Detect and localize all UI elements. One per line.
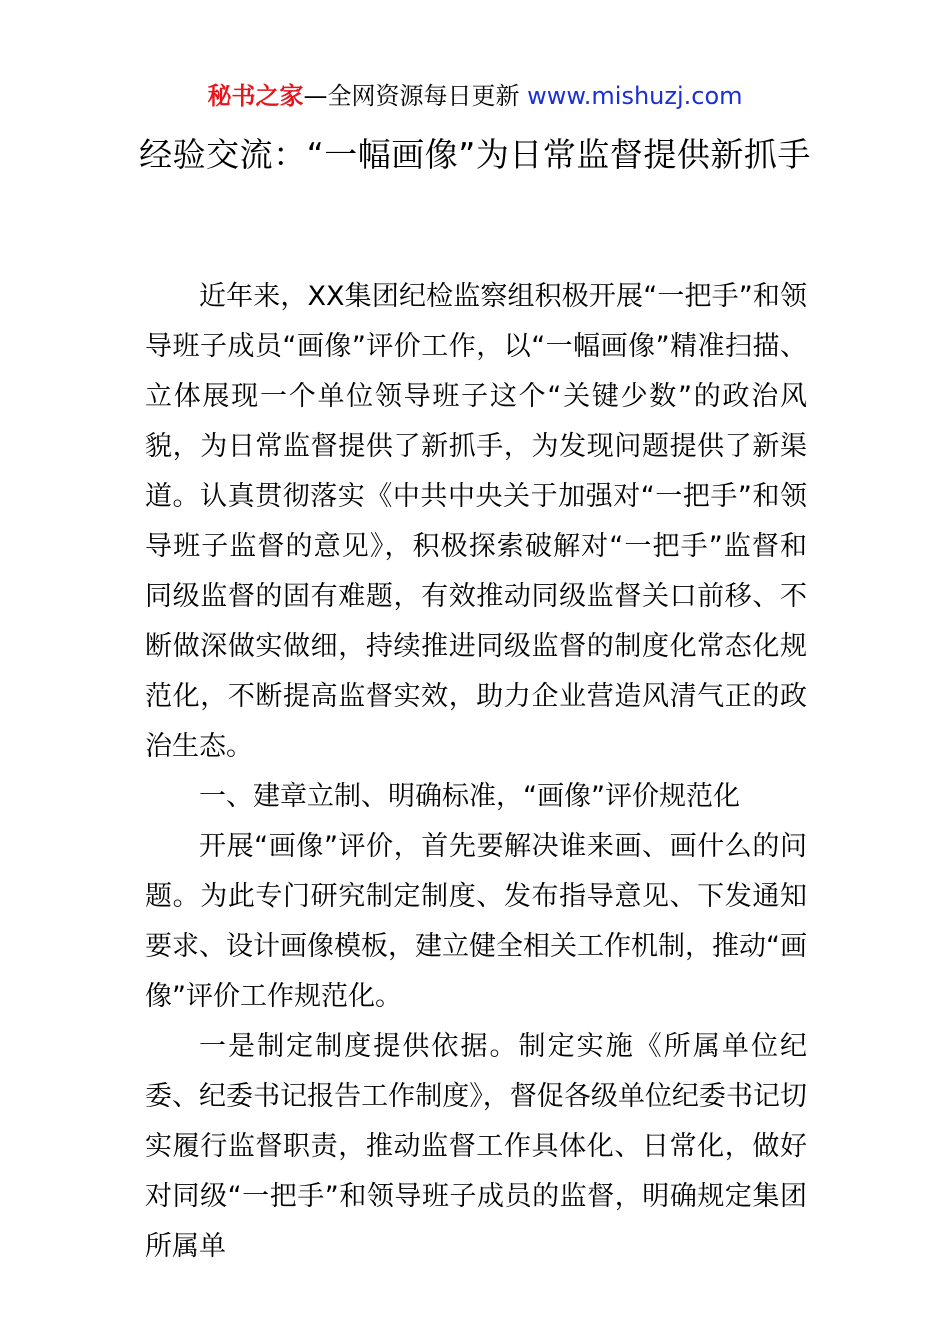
paragraph-intro: 近年来，XX集团纪检监察组积极开展“一把手”和领导班子成员“画像”评价工作，以“一幅画像”精准扫描、立体展现一个单位领导班子这个“关键少数”的政治风貌，为日常监督提供了新抓手，为发现问题提供了新渠道。认真贯彻落实《中共中央关于加强对“一把手”和领导班子监督的意见》，积极探索破解对“一把手”监督和同级监督的固有难题，有效推动同级监督关口前移、不断做深做实做细，持续推进同级监督的制度化常态化规范化，不断提高监督实效，助力企业营造风清气正的政治生态。 <box>145 281 807 762</box>
section-heading-1: 一、建章立制、明确标准，“画像”评价规范化 <box>199 781 740 812</box>
site-url[interactable]: www.mishuzj.com <box>527 82 743 110</box>
paragraph-point-1: 一是制定制度提供依据。制定实施《所属单位纪委、纪委书记报告工作制度》，督促各级单位纪委书记切实履行监督职责，推动监督工作具体化、日常化，做好对同级“一把手”和领导班子成员的监督，明确规定集团所属单 <box>145 1031 807 1262</box>
header-tagline: —全网资源每日更新 <box>303 82 528 110</box>
site-header <box>0 80 950 112</box>
document-title: 经验交流：“一幅画像”为日常监督提供新抓手 <box>139 135 811 174</box>
brand-name: 秘书之家 <box>207 82 304 110</box>
document-body <box>145 272 807 1272</box>
paragraph-section-1: 开展“画像”评价，首先要解决谁来画、画什么的问题。为此专门研究制定制度、发布指导意见、下发通知要求、设计画像模板，建立健全相关工作机制，推动“画像”评价工作规范化。 <box>145 831 807 1012</box>
